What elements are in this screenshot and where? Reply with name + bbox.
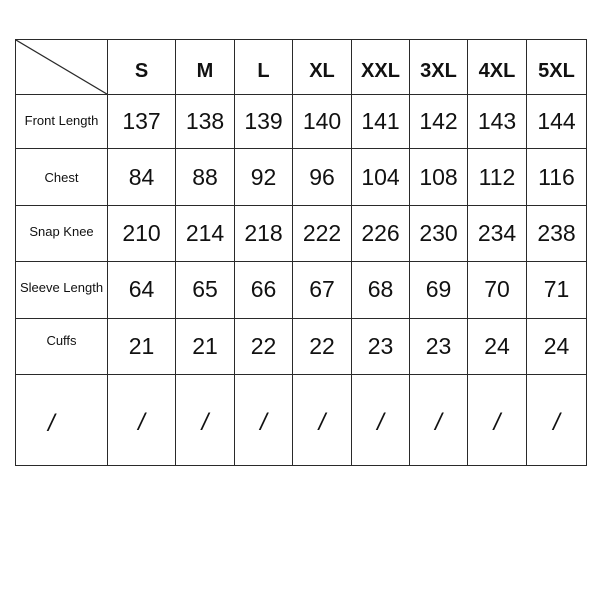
value-cell: 70 (468, 261, 527, 318)
slash-mark: / (318, 408, 326, 436)
slash-cell (293, 374, 352, 465)
row-front-length (16, 95, 587, 149)
size-header-5xl: 5XL (527, 40, 587, 95)
value-cell: 71 (527, 261, 587, 318)
row-label-chest: Chest (16, 149, 108, 206)
value-cell: 141 (352, 95, 410, 149)
value-cell: 139 (235, 95, 293, 149)
value-cell: 143 (468, 95, 527, 149)
header-row (16, 40, 587, 95)
value-cell: 238 (527, 206, 587, 261)
slash-mark: / (377, 408, 384, 436)
size-header-m: M (176, 40, 235, 95)
value-cell: 108 (410, 149, 468, 206)
value-cell: 96 (293, 149, 352, 206)
size-header-xxl: XXL (352, 40, 410, 95)
value-cell: 65 (176, 261, 235, 318)
value-cell: 24 (527, 318, 587, 374)
slash-mark: / (553, 408, 560, 436)
row-label-cuffs: Cuffs (16, 318, 108, 374)
slash-cell (468, 374, 527, 465)
size-header-3xl: 3XL (410, 40, 468, 95)
value-cell: 64 (108, 261, 176, 318)
slash-cell (235, 374, 293, 465)
value-cell: 138 (176, 95, 235, 149)
value-cell: 84 (108, 149, 176, 206)
row-label-sleeve-length: Sleeve Length (16, 261, 108, 318)
value-cell: 230 (410, 206, 468, 261)
value-cell: 23 (352, 318, 410, 374)
diagonal-line-icon (16, 40, 107, 94)
value-cell: 116 (527, 149, 587, 206)
value-cell: 140 (293, 95, 352, 149)
slash-cell (176, 374, 235, 465)
row-snap-knee (16, 206, 587, 261)
row-cuffs (16, 318, 587, 374)
value-cell: 210 (108, 206, 176, 261)
value-cell: 69 (410, 261, 468, 318)
row-label-front-length: Front Length (16, 95, 108, 149)
value-cell: 22 (293, 318, 352, 374)
slash-mark: / (201, 408, 209, 436)
slash-cell (16, 374, 108, 465)
value-cell: 67 (293, 261, 352, 318)
value-cell: 137 (108, 95, 176, 149)
size-header-s: S (108, 40, 176, 95)
slash-cell (527, 374, 587, 465)
value-cell: 226 (352, 206, 410, 261)
slash-mark: / (260, 408, 267, 436)
value-cell: 144 (527, 95, 587, 149)
value-cell: 222 (293, 206, 352, 261)
row-sleeve-length (16, 261, 587, 318)
size-header-4xl: 4XL (468, 40, 527, 95)
row-label-snap-knee: Snap Knee (16, 206, 108, 261)
value-cell: 21 (176, 318, 235, 374)
value-cell: 104 (352, 149, 410, 206)
slash-mark: / (493, 408, 501, 436)
value-cell: 214 (176, 206, 235, 261)
row-slash (16, 374, 587, 465)
value-cell: 22 (235, 318, 293, 374)
value-cell: 23 (410, 318, 468, 374)
value-cell: 24 (468, 318, 527, 374)
slash-cell (108, 374, 176, 465)
size-chart-table (15, 39, 587, 466)
slash-mark: / (435, 408, 442, 436)
slash-cell (352, 374, 410, 465)
slash-mark: / (48, 409, 55, 437)
value-cell: 88 (176, 149, 235, 206)
value-cell: 66 (235, 261, 293, 318)
row-chest (16, 149, 587, 206)
corner-diagonal-cell (16, 40, 108, 95)
value-cell: 142 (410, 95, 468, 149)
slash-mark: / (138, 408, 145, 436)
slash-cell (410, 374, 468, 465)
size-header-l: L (235, 40, 293, 95)
value-cell: 218 (235, 206, 293, 261)
value-cell: 92 (235, 149, 293, 206)
size-header-xl: XL (293, 40, 352, 95)
value-cell: 112 (468, 149, 527, 206)
value-cell: 234 (468, 206, 527, 261)
value-cell: 21 (108, 318, 176, 374)
value-cell: 68 (352, 261, 410, 318)
